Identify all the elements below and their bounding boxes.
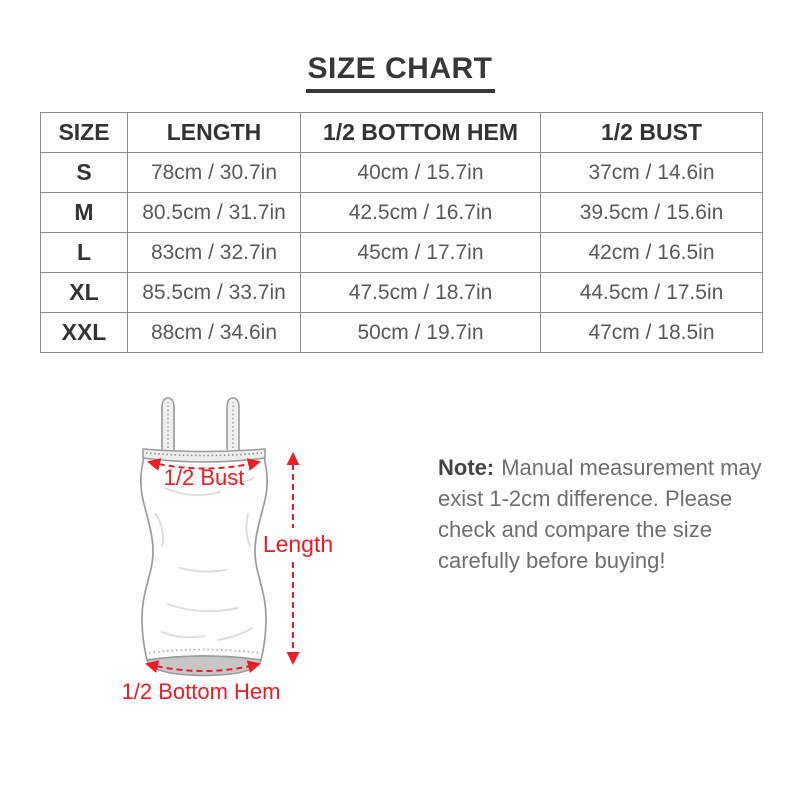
title-container <box>0 52 800 93</box>
table-row <box>41 233 763 273</box>
cell-size: L <box>41 233 128 273</box>
note-line: exist 1-2cm difference. Please <box>438 486 733 511</box>
table-row <box>41 273 763 313</box>
cell-length: 85.5cm / 33.7in <box>128 273 301 313</box>
page-title: SIZE CHART <box>306 52 495 93</box>
note-line-text: Manual measurement may <box>501 455 762 480</box>
dress-measurement-diagram <box>120 388 340 708</box>
size-chart-table <box>40 112 763 353</box>
cell-bust: 39.5cm / 15.6in <box>541 193 763 233</box>
note-line: check and compare the size <box>438 517 712 542</box>
col-header-bust: 1/2 BUST <box>541 113 763 153</box>
bust-label: 1/2 Bust <box>163 465 245 490</box>
cell-bust: 47cm / 18.5in <box>541 313 763 353</box>
cell-bust: 42cm / 16.5in <box>541 233 763 273</box>
note-text <box>438 452 768 576</box>
note-line <box>438 452 768 483</box>
dress-hem-band <box>147 656 261 676</box>
note-line: carefully before buying! <box>438 548 666 573</box>
table-row <box>41 193 763 233</box>
cell-size: XXL <box>41 313 128 353</box>
col-header-size: SIZE <box>41 113 128 153</box>
col-header-bottom-hem: 1/2 BOTTOM HEM <box>301 113 541 153</box>
cell-bottom-hem: 42.5cm / 16.7in <box>301 193 541 233</box>
length-label: Length <box>262 531 334 557</box>
note-label: Note: <box>438 455 495 480</box>
cell-size: XL <box>41 273 128 313</box>
cell-length: 78cm / 30.7in <box>128 153 301 193</box>
col-header-length: LENGTH <box>128 113 301 153</box>
cell-bottom-hem: 45cm / 17.7in <box>301 233 541 273</box>
cell-size: M <box>41 193 128 233</box>
cell-length: 88cm / 34.6in <box>128 313 301 353</box>
cell-length: 83cm / 32.7in <box>128 233 301 273</box>
table-row <box>41 153 763 193</box>
bottom-hem-label: 1/2 Bottom Hem <box>121 679 281 704</box>
cell-bottom-hem: 40cm / 15.7in <box>301 153 541 193</box>
cell-bust: 44.5cm / 17.5in <box>541 273 763 313</box>
cell-length: 80.5cm / 31.7in <box>128 193 301 233</box>
table-row <box>41 313 763 353</box>
cell-bust: 37cm / 14.6in <box>541 153 763 193</box>
cell-size: S <box>41 153 128 193</box>
cell-bottom-hem: 50cm / 19.7in <box>301 313 541 353</box>
cell-bottom-hem: 47.5cm / 18.7in <box>301 273 541 313</box>
table-header-row <box>41 113 763 153</box>
